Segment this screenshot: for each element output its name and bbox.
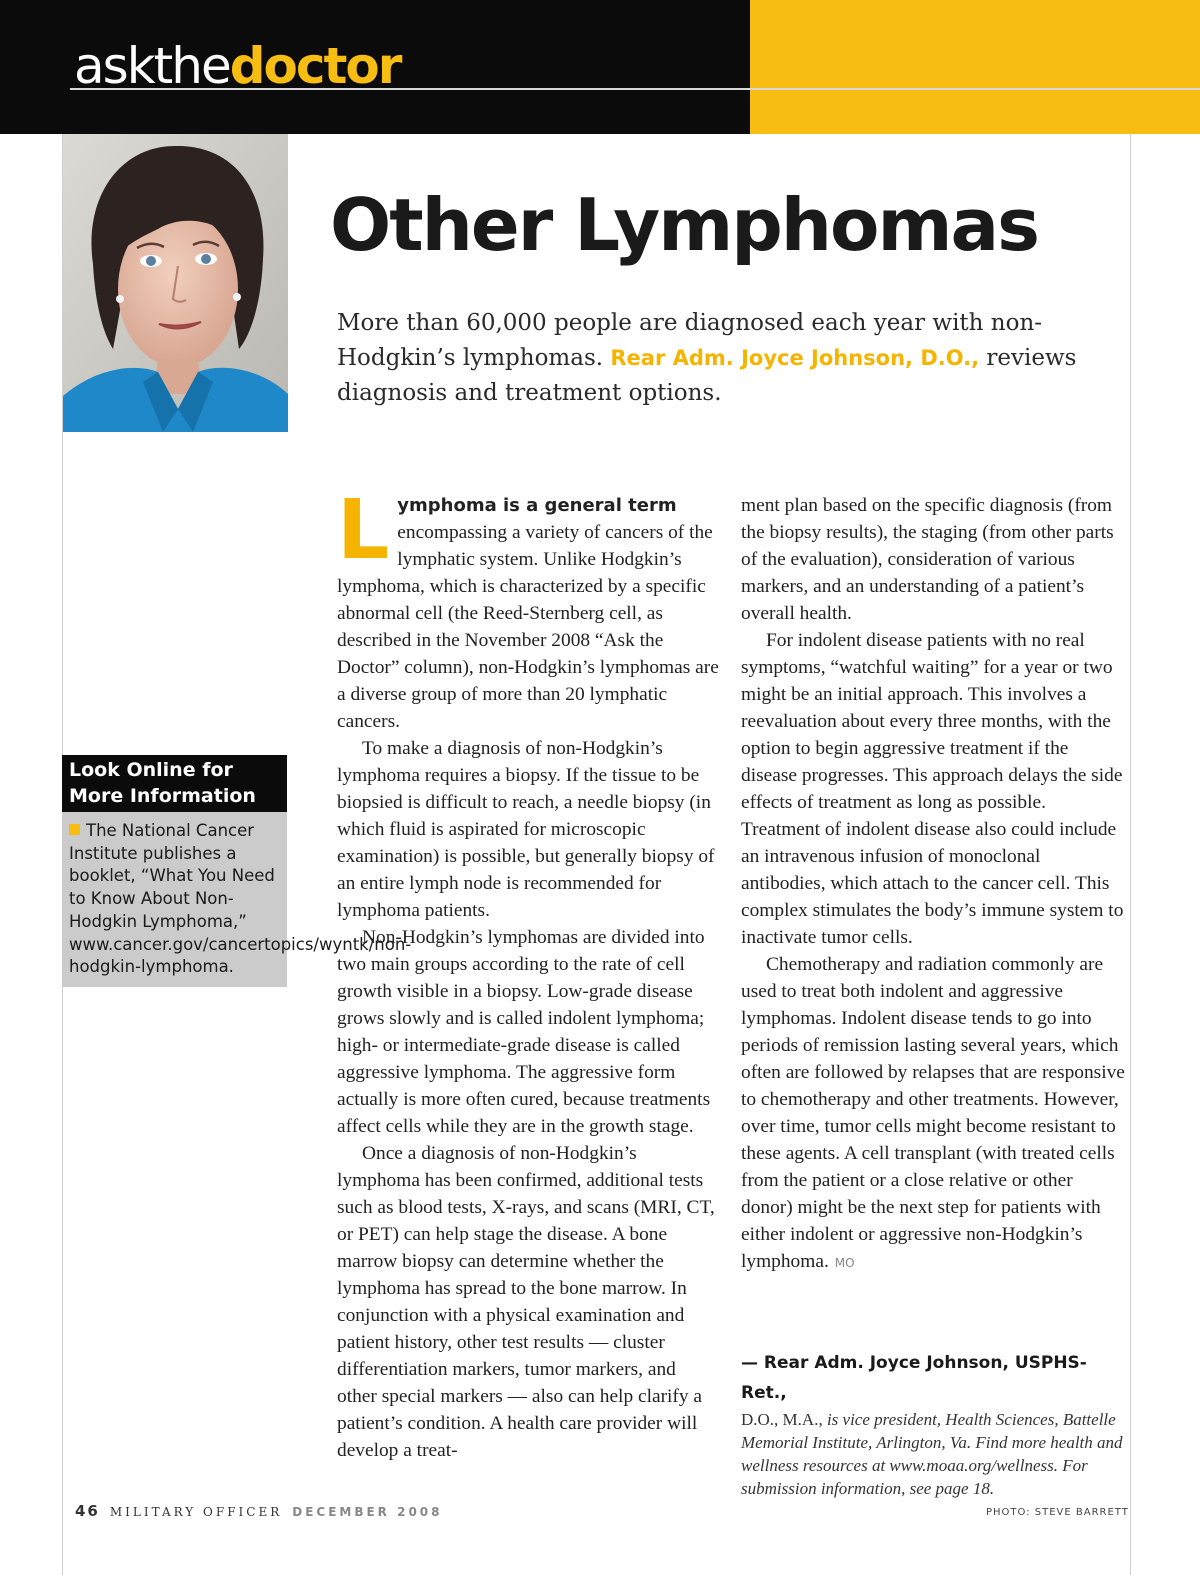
sidebar-heading xyxy=(62,755,287,812)
deck-text-before: More than 60,000 people are diagnosed each year with non-Hodgkin’s lymphomas. xyxy=(337,310,1043,371)
article-paragraph-4: Once a diagnosis of non-Hodgkin’s lymphoma has been confirmed, additional tests such as blood tests, X-rays, and scans (MRI, CT, or PET) can help stage the disease. A bone marrow biopsy can determine whether the lymphoma has spread to the bone marrow. In conjunction with a physical examination and patient history, other test results — cluster differentiation markers, tumor markers, and other special markers — also can help clarify a patient’s condition. A health care provider will develop a treat- xyxy=(337,1143,715,1461)
lead-in-bold: ymphoma is a general term xyxy=(397,495,677,516)
page-number: 46 xyxy=(75,1502,100,1520)
photo-credit: PHOTO: STEVE BARRETT xyxy=(986,1507,1129,1518)
byline-bio-text: is vice president, Health Sciences, Battelle Memorial Institute, Arlington, Va. Find more health and wellness resources at www.moaa.org/wellness. For submission information, see page 18. xyxy=(741,1410,1123,1498)
sidebar-body-text: The National Cancer Institute publishes a booklet, “What You Need to Know About Non-Hodgkin Lymphoma,” www.cancer.gov/cancertopics/wyntk/non-hodgkin-lymphoma. xyxy=(69,821,412,977)
author-byline xyxy=(741,1348,1125,1500)
deck-author: Rear Adm. Joyce Johnson, D.O., xyxy=(610,346,980,370)
drop-cap: L xyxy=(337,483,390,578)
author-portrait xyxy=(63,134,288,432)
article-column-1 xyxy=(337,483,719,1464)
sidebar-box xyxy=(62,755,412,987)
article-paragraph-3: Non-Hodgkin’s lymphomas are divided into two main groups according to the rate of cell growth visible in a biopsy. Low-grade disease grows slowly and is called indolent lymphoma; high- or intermediate-grade disease is called aggressive lymphoma. The aggressive form actually is more often cured, because treatments affect cells while they are in the growth stage. xyxy=(337,927,711,1137)
byline-bio xyxy=(741,1408,1125,1500)
sidebar-heading-line2: More Information xyxy=(69,785,256,807)
byline-credentials: D.O., M.A., xyxy=(741,1410,823,1429)
byline-name: — Rear Adm. Joyce Johnson, USPHS-Ret., xyxy=(741,1353,1087,1403)
article-deck xyxy=(337,306,1117,411)
issue-date: DECEMBER 2008 xyxy=(292,1505,443,1519)
sidebar-body xyxy=(62,812,412,987)
article-paragraph-6 xyxy=(741,951,1125,1277)
article-headline: Other Lymphomas xyxy=(330,183,1038,267)
masthead-accent-block xyxy=(750,0,1200,134)
end-mark: MO xyxy=(834,1256,855,1270)
magazine-name: MILITARY OFFICER xyxy=(109,1505,283,1519)
section-title-light: askthe xyxy=(74,37,230,95)
article-paragraph-5: For indolent disease patients with no real symptoms, “watchful waiting” for a year or two might be an initial approach. This involves a reevaluation about every three months, with the option to begin aggressive treatment if the disease progresses. This approach delays the side effects of treatment as long as possible. Treatment of indolent disease also could include an intravenous infusion of monoclonal antibodies, which attach to the cancer cell. This complex stimulates the body’s immune system to inactivate tumor cells. xyxy=(741,630,1124,948)
paragraph-6-text: Chemotherapy and radiation commonly are used to treat both indolent and aggressive lymphomas. Indolent disease tends to go into periods of remission lasting several years, which often are followed by relapses that are responsive to chemotherapy and other treatments. However, over time, tumor cells might become resistant to these agents. A cell transplant (with treated cells from the patient or a close relative or other donor) might be the next step for patients with either indolent or aggressive non-Hodgkin’s lymphoma. xyxy=(741,954,1125,1272)
section-title xyxy=(74,36,400,96)
deck-text-after: reviews diagnosis and treatment options. xyxy=(337,345,1077,406)
bullet-square-icon xyxy=(69,824,80,835)
page-footer xyxy=(75,1502,443,1520)
article-paragraph-1 xyxy=(337,483,719,735)
article-column-2 xyxy=(741,492,1125,1277)
page-frame-right xyxy=(1130,134,1131,1575)
article-paragraph-4-continued: ment plan based on the specific diagnosis (from the biopsy results), the staging (from other parts of the evaluation), consideration of various markers, and an understanding of a patient’s overall health. xyxy=(741,495,1114,624)
paragraph-1-text: encompassing a variety of cancers of the lymphatic system. Unlike Hodgkin’s lymphoma, which is characterized by a specific abnormal cell (the Reed-Sternberg cell, as described in the November 2008 “Ask the Doctor” column), non-Hodgkin’s lymphomas are a diverse group of more than 20 lymphatic cancers. xyxy=(337,522,719,732)
article-paragraph-2: To make a diagnosis of non-Hodgkin’s lymphoma requires a biopsy. If the tissue to be biopsied is difficult to reach, a needle biopsy (in which fluid is aspirated for microscopic examination) is possible, but generally biopsy of an entire lymph node is recommended for lymphoma patients. xyxy=(337,738,715,921)
sidebar-heading-line1: Look Online for xyxy=(69,759,233,781)
section-title-bold: doctor xyxy=(229,37,401,95)
